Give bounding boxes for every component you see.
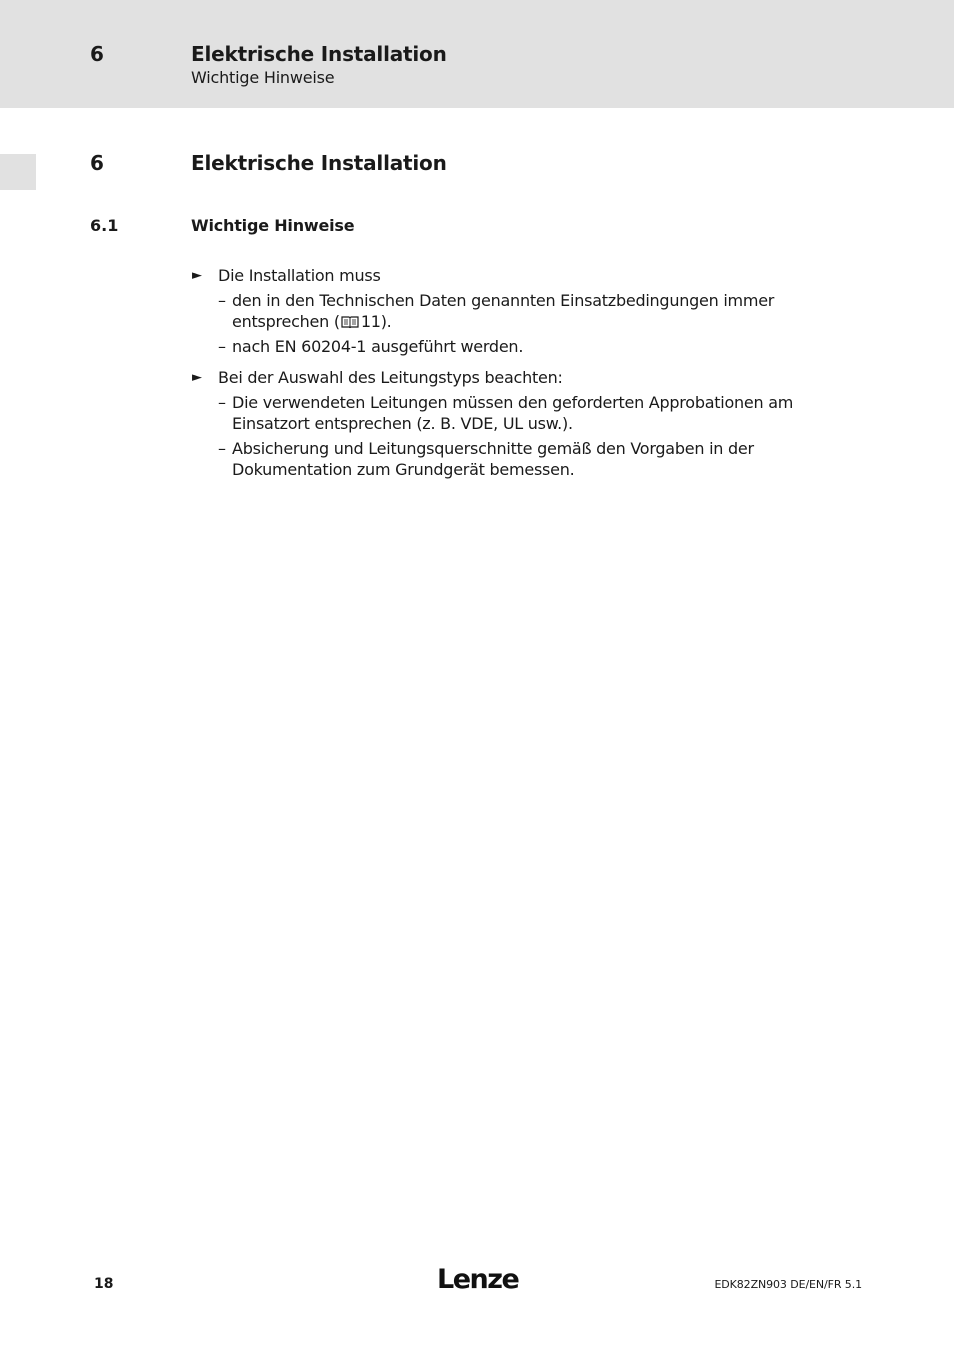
lenze-logo: Lenze	[437, 1264, 519, 1295]
chapter-side-tab	[0, 154, 36, 190]
subsection-title: Wichtige Hinweise	[191, 216, 355, 235]
dash-text-end: ).	[380, 312, 392, 331]
dash-item	[191, 336, 831, 357]
header-chapter-title: Elektrische Installation	[191, 42, 447, 66]
dash-item	[191, 392, 831, 434]
bullet-block	[191, 367, 831, 480]
page-reference[interactable]: 11	[360, 312, 381, 331]
footer-document-id: EDK82ZN903 DE/EN/FR 5.1	[714, 1278, 862, 1291]
footer-page-number: 18	[94, 1276, 114, 1292]
dash-marker: –	[218, 337, 226, 356]
dash-marker: –	[218, 291, 226, 310]
header-subtitle: Wichtige Hinweise	[191, 68, 335, 87]
section-title: Elektrische Installation	[191, 151, 447, 175]
dash-text: den in den Technischen Daten genannten Einsatzbedingungen immer entsprechen (	[232, 291, 775, 331]
dash-item	[191, 438, 831, 480]
page-header-band	[0, 0, 954, 108]
dash-marker: –	[218, 393, 226, 412]
header-chapter-number: 6	[90, 42, 104, 66]
content-body	[191, 265, 831, 490]
dash-text: Die verwendeten Leitungen müssen den geforderten Approbationen am Einsatzort entsprechen (z. B. VDE, UL usw.).	[232, 393, 794, 433]
book-icon	[341, 315, 359, 329]
bullet-text: Bei der Auswahl des Leitungstyps beachten:	[218, 368, 563, 387]
bullet-block	[191, 265, 831, 357]
bullet-text: Die Installation muss	[218, 266, 381, 285]
section-number: 6	[90, 151, 104, 175]
dash-text: nach EN 60204-1 ausgeführt werden.	[232, 337, 524, 356]
subsection-number: 6.1	[90, 216, 119, 235]
bullet-item	[191, 367, 831, 388]
dash-marker: –	[218, 439, 226, 458]
bullet-arrow-icon: ►	[192, 370, 202, 385]
dash-text: Absicherung und Leitungsquerschnitte gemäß den Vorgaben in der Dokumentation zum Grundgerät bemessen.	[232, 439, 754, 479]
dash-item	[191, 290, 831, 332]
bullet-item	[191, 265, 831, 286]
bullet-arrow-icon: ►	[192, 268, 202, 283]
